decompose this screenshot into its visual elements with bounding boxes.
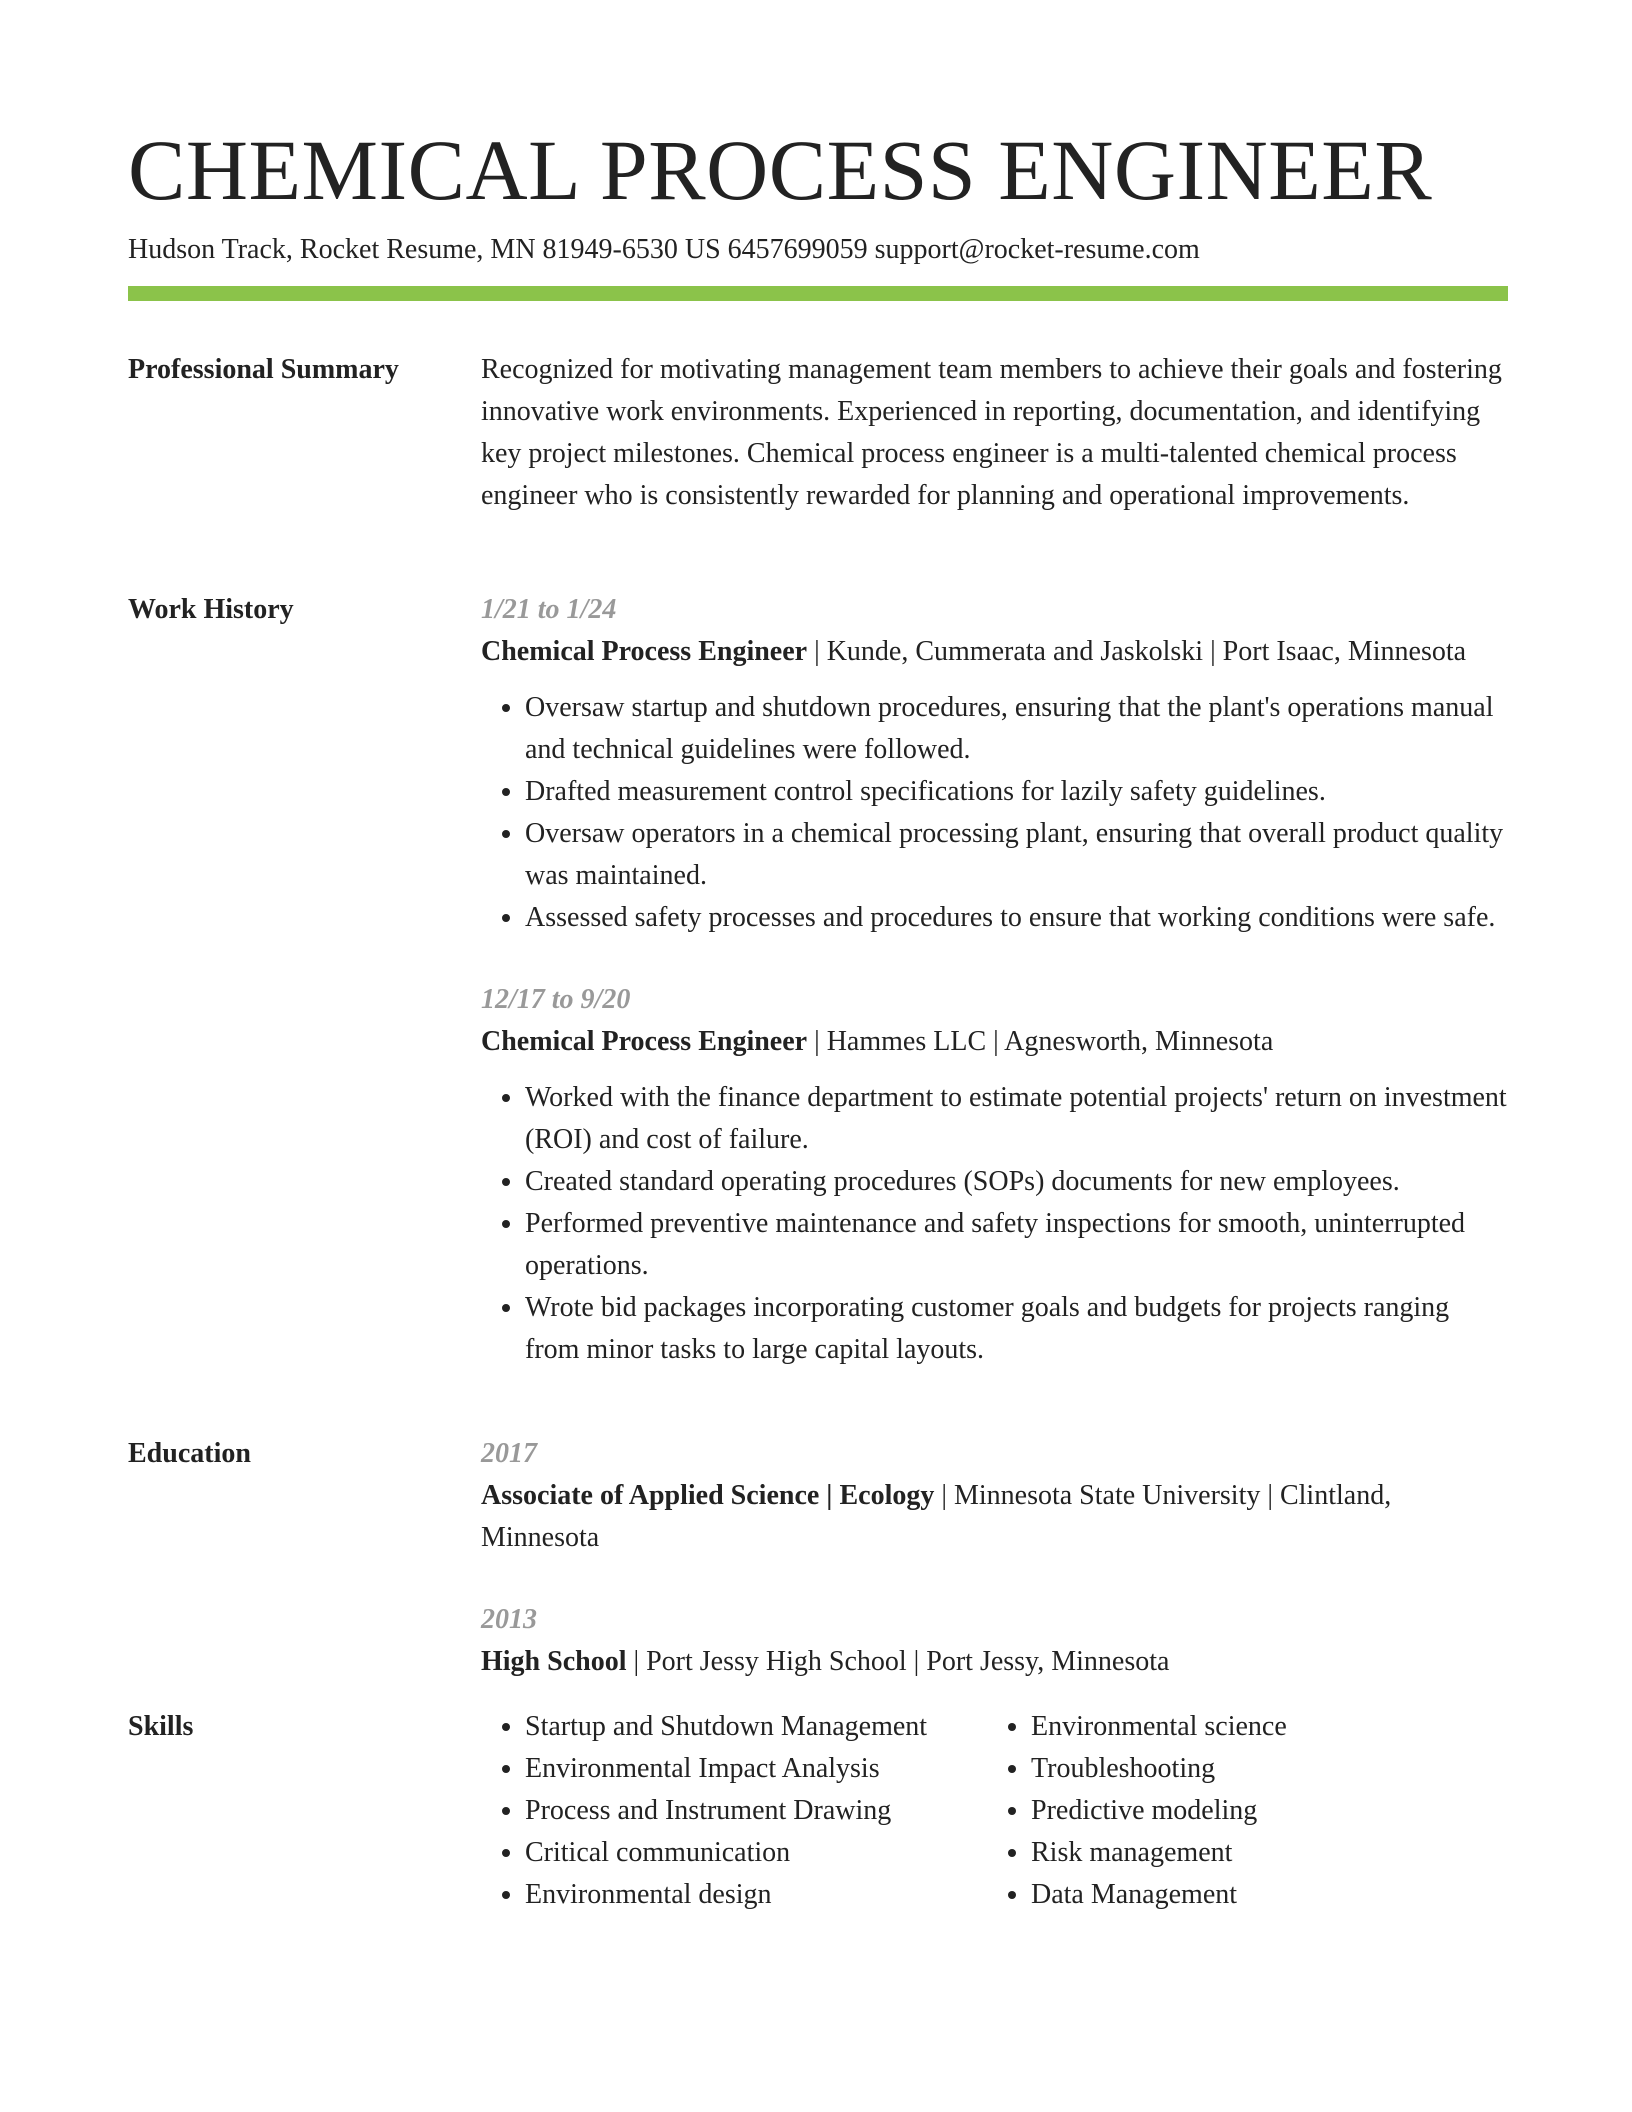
job-title: Chemical Process Engineer xyxy=(481,636,808,667)
education-body xyxy=(481,1433,1508,1683)
skill-item: • Process and Instrument Drawing xyxy=(525,1790,987,1832)
accent-divider xyxy=(128,286,1508,301)
education-degree-line xyxy=(481,1641,1508,1683)
skill-item: • Critical communication xyxy=(525,1832,987,1874)
job-bullet: • Assessed safety processes and procedures to ensure that working conditions were safe. xyxy=(525,897,1508,939)
education-entry xyxy=(481,1599,1508,1683)
skill-item: • Data Management xyxy=(1031,1874,1491,1916)
skill-item: • Environmental design xyxy=(525,1874,987,1916)
skills-list-right xyxy=(987,1706,1491,1916)
education-entry xyxy=(481,1433,1508,1559)
job-details: | Kunde, Cummerata and Jaskolski | Port Isaac, Minnesota xyxy=(807,636,1467,667)
education-details: | Port Jessy High School | Port Jessy, Minnesota xyxy=(626,1646,1170,1677)
education-details: | Minnesota State University | Clintland, Minnesota xyxy=(481,1480,1392,1553)
job-entry xyxy=(481,979,1508,1371)
skills-body xyxy=(481,1706,1508,1916)
resume-title: CHEMICAL PROCESS ENGINEER xyxy=(128,122,1433,218)
skill-item: • Troubleshooting xyxy=(1031,1748,1491,1790)
education-date: 2013 xyxy=(481,1604,537,1635)
job-bullets xyxy=(481,1077,1508,1371)
skill-item: • Environmental science xyxy=(1031,1706,1491,1748)
job-bullet: • Oversaw startup and shutdown procedures, ensuring that the plant's operations manual and technical guidelines were followed. xyxy=(525,687,1508,771)
job-bullet: • Wrote bid packages incorporating customer goals and budgets for projects ranging from minor tasks to large capital layouts. xyxy=(525,1287,1508,1371)
summary-body xyxy=(481,349,1508,517)
job-entry xyxy=(481,589,1508,939)
job-role xyxy=(481,1021,1508,1063)
skills-heading: Skills xyxy=(128,1711,194,1742)
job-date: 12/17 to 9/20 xyxy=(481,984,631,1015)
skills-list-left xyxy=(481,1706,987,1916)
summary-heading: Professional Summary xyxy=(128,354,399,385)
job-bullets xyxy=(481,687,1508,939)
education-degree-line xyxy=(481,1475,1508,1559)
job-details: | Hammes LLC | Agnesworth, Minnesota xyxy=(807,1026,1274,1057)
job-role xyxy=(481,631,1508,673)
skill-item: • Risk management xyxy=(1031,1832,1491,1874)
job-bullet: • Worked with the finance department to estimate potential projects' return on investment (ROI) and cost of failure. xyxy=(525,1077,1508,1161)
summary-text: Recognized for motivating management team members to achieve their goals and fostering innovative work environments. Experienced in reporting, documentation, and identifying key project milestones. Chemical process engineer is a multi-talented chemical process engineer who is consistently rewarded for planning and operational improvements. xyxy=(481,354,1502,511)
job-title: Chemical Process Engineer xyxy=(481,1026,808,1057)
skill-item: • Predictive modeling xyxy=(1031,1790,1491,1832)
job-bullet: • Created standard operating procedures (SOPs) documents for new employees. xyxy=(525,1161,1508,1203)
skill-item: • Environmental Impact Analysis xyxy=(525,1748,987,1790)
job-bullet: • Performed preventive maintenance and safety inspections for smooth, uninterrupted operations. xyxy=(525,1203,1508,1287)
job-date: 1/21 to 1/24 xyxy=(481,594,617,625)
job-bullet: • Oversaw operators in a chemical processing plant, ensuring that overall product quality was maintained. xyxy=(525,813,1508,897)
education-date: 2017 xyxy=(481,1438,537,1469)
education-degree: High School xyxy=(481,1646,627,1677)
job-bullet: • Drafted measurement control specifications for lazily safety guidelines. xyxy=(525,771,1508,813)
work-history-heading: Work History xyxy=(128,594,294,625)
education-heading: Education xyxy=(128,1438,251,1469)
skill-item: • Startup and Shutdown Management xyxy=(525,1706,987,1748)
work-history-body xyxy=(481,589,1508,1371)
contact-line: Hudson Track, Rocket Resume, MN 81949-6530 US 6457699059 support@rocket-resume.com xyxy=(128,234,1200,265)
education-degree: Associate of Applied Science | Ecology xyxy=(481,1480,935,1511)
